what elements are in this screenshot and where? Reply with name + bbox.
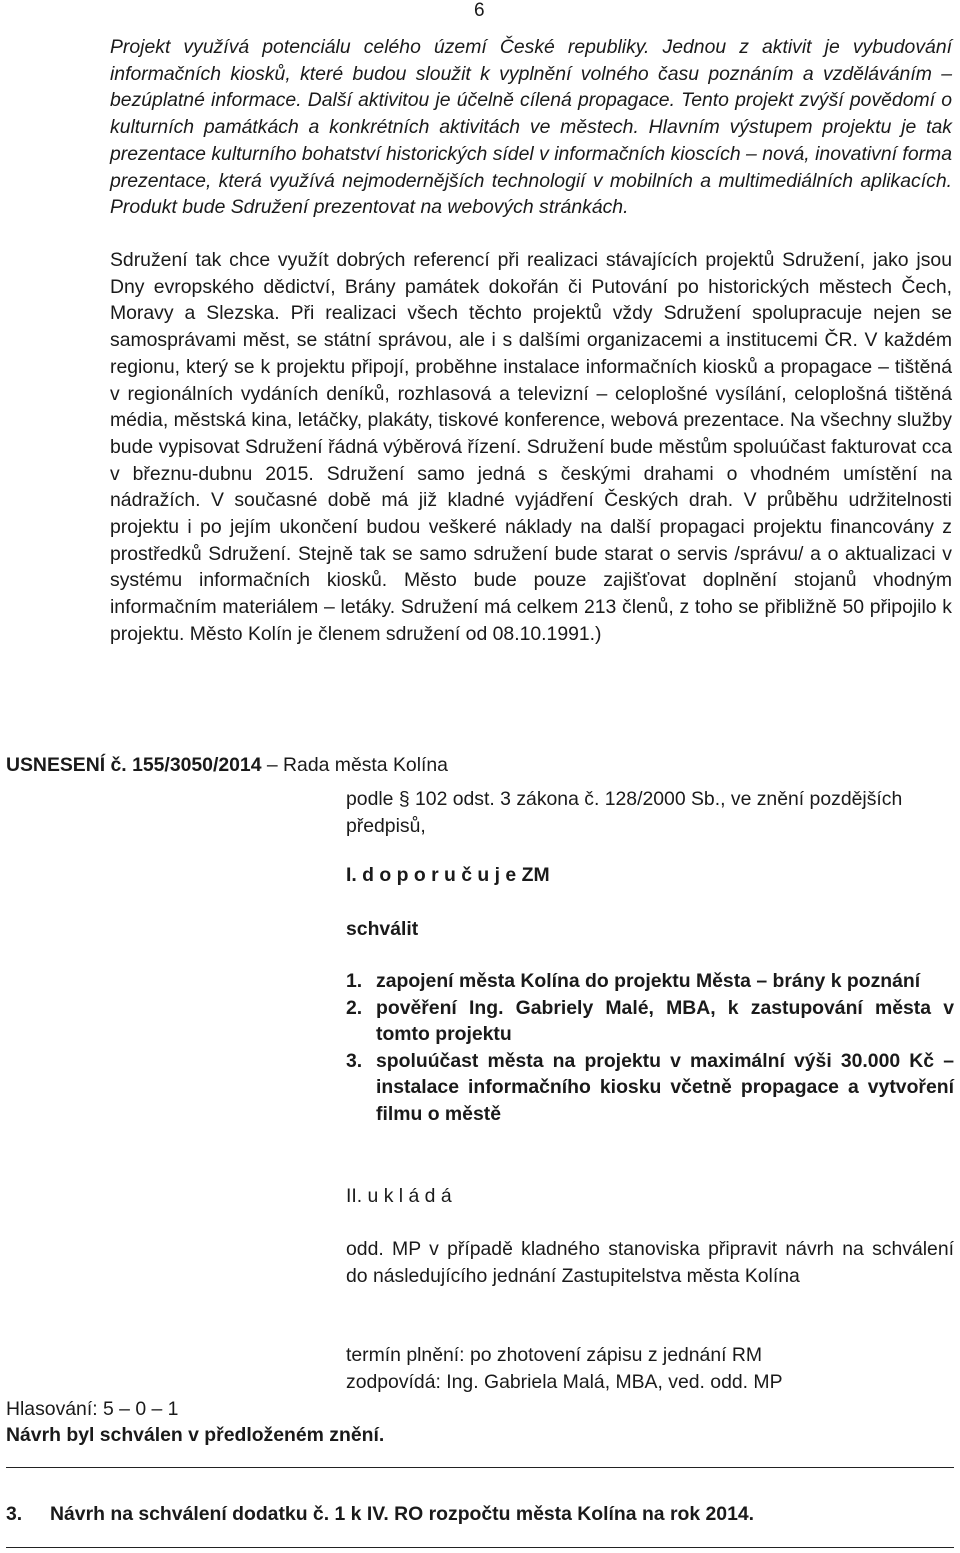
list-item-number: 2. [346,996,363,1019]
project-description-italic: Projekt využívá potenciálu celého území České republiky. Jednou z aktivit je vybudování informačních kiosků, které budou sloužit k vyplnění volného času poznáním a vzděláváním – bezúplatné informace. Další aktivitou je účelně cílená propagace. Tento projekt zvýší povědomí o kulturních památkách a konkrétních aktivitách ve městech. Hlavním výstupem projektu je tak prezentace kulturního bohatství historických sídel v informačních kioscích – nová, inovativní forma prezentace, která využívá nejmodernějších technologií v mobilních a multimediálních aplikacích. Produkt bude Sdružení prezentovat na webových stránkách. [110,36,952,219]
list-item-text: zapojení města Kolína do projektu Města – brány k poznání [376,970,921,992]
divider [6,1547,954,1548]
list-item-number: 1. [346,970,363,992]
approval-statement: Návrh byl schválen v předloženém znění. [6,1424,385,1446]
section-imposes-heading: II. u k l á d á [346,1185,452,1207]
resolution-body: – Rada města Kolína [261,754,448,776]
resolution-heading [6,752,448,778]
next-agenda-item [6,1501,754,1527]
task-text: odd. MP v případě kladného stanoviska připravit návrh na schválení do následujícího jednání Zastupitelstva města Kolína [346,1238,954,1287]
agenda-item-number: 3. [6,1503,23,1525]
deadline: termín plnění: po zhotovení zápisu z jednání RM [346,1344,763,1366]
project-description-text: Sdružení tak chce využít dobrých referencí při realizaci stávajících projektů Sdružení, jako jsou Dny evropského dědictví, Brány památek dokořán či Putování po historických městech Čech, Moravy a Slezska. Při realizaci všech těchto projektů vždy Sdružení spolupracuje nejen se samosprávami měst, se státní správou, ale i s dalšími organizacemi a institucemi ČR. V každém regionu, který se k projektu připojí, proběhne instalace informačních kiosků a propagace – tištěná v regionálních vydáních deníků, rozhlasová a televizní – celoplošné vysílání, celoplošná tištěná média, městská kina, letáčky, plakáty, tiskové konference, webová prezentace. Na všechny služby bude vypisovat Sdružení řádná výběrová řízení. Sdružení bude městům spoluúčast fakturovat cca v březnu-dubnu 2015. Sdružení samo jedná s českými drahami o vhodném umístění na nádražích. V současné době má již kladné vyjádření Českých drah. V průběhu udržitelnosti projektu i po jejím ukončení budou veškeré náklady na další propagaci projektu financovány z prostředků Sdružení. Stejně tak se samo sdružení bude starat o servis /správu/ a o aktualizaci v systému informačních kiosků. Město bude pouze zajišťovat doplnění stojanů vhodným informačním materiálem – letáky. Sdružení má celkem 213 členů, z toho se přibližně 50 připojilo k projektu. Město Kolín je členem sdružení od 08.10.1991.) [110,249,952,645]
list-item [346,968,954,995]
list-item-number: 3. [346,1049,363,1072]
voting-result: Hlasování: 5 – 0 – 1 [6,1398,179,1420]
responsible-person: zodpovídá: Ing. Gabriela Malá, MBA, ved. odd. MP [346,1370,783,1393]
list-item [346,1048,954,1128]
list-item [346,995,954,1048]
agenda-item-title: Návrh na schválení dodatku č. 1 k IV. RO rozpočtu města Kolína na rok 2014. [50,1503,755,1525]
page-number: 6 [474,0,485,21]
list-item-text: pověření Ing. Gabriely Malé, MBA, k zastupování města v tomto projektu [376,996,954,1046]
divider [6,1467,954,1468]
legal-basis: podle § 102 odst. 3 zákona č. 128/2000 Sb., ve znění pozdějších předpisů, [346,788,903,837]
resolution-number: USNESENÍ č. 155/3050/2014 [6,754,262,776]
deadline-block [346,1342,783,1395]
decision-list [346,968,954,1128]
list-item-text: spoluúčast města na projektu v maximální výši 30.000 Kč – instalace informačního kiosku včetně propagace a vytvoření filmu o městě [376,1049,954,1125]
section-recommends-heading: I. d o p o r u č u j e ZM [346,864,550,886]
section-approve-verb: schválit [346,918,419,940]
